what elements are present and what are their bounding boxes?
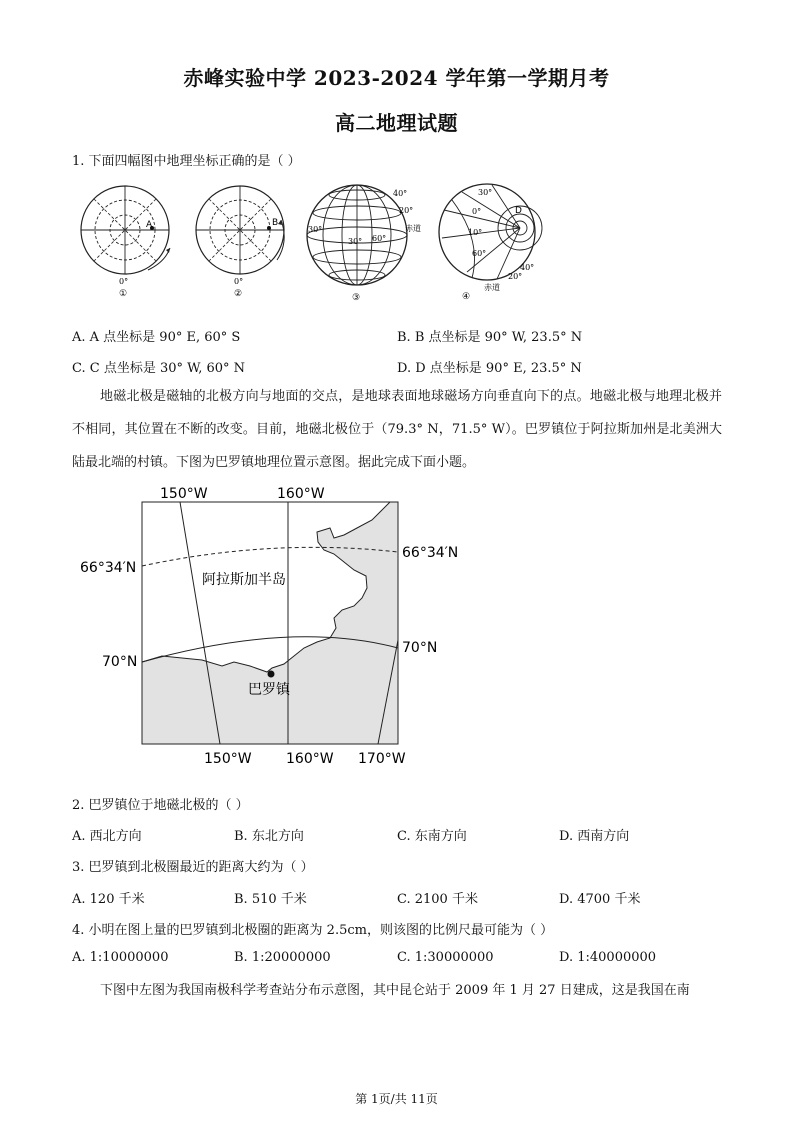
map-town-label: 巴罗镇	[248, 682, 290, 698]
svg-text:0°: 0°	[472, 207, 482, 216]
globe-4	[432, 180, 552, 305]
svg-text:0°: 0°	[119, 277, 129, 286]
map-lon-150-bottom: 150°W	[204, 751, 252, 767]
q3-option-b: B. 510 千米	[234, 892, 307, 907]
map-lat-70-right: 70°N	[402, 640, 438, 656]
q4-option-a: A. 1:10000000	[72, 950, 169, 965]
svg-text:20°: 20°	[508, 272, 523, 281]
map-lon-150-top: 150°W	[160, 486, 208, 502]
svg-text:30°: 30°	[308, 225, 323, 234]
q1-option-d: D. D 点坐标是 90° E, 23.5° N	[397, 361, 582, 376]
page-footer: 第 1页/共 11页	[355, 1092, 438, 1106]
globe1-a-label: A	[146, 220, 153, 230]
passage-1: 地磁北极是磁轴的北极方向与地面的交点，是地球表面地球磁场方向垂直向下的点。地磁北极与地理北极并不相同，其位置在不断的改变。目前，地磁北极位于（79.3° N，71.5° W）。巴罗镇位于阿拉斯加州是北美洲大陆最北端的村镇。下图为巴罗镇地理位置示意图。据此完成下面小题。	[72, 389, 722, 470]
q2-stem: 2. 巴罗镇位于地磁北极的（ ）	[72, 798, 249, 813]
q1-option-b: B. B 点坐标是 90° W, 23.5° N	[397, 330, 583, 345]
q2-option-a: A. 西北方向	[72, 829, 142, 844]
globe4-d-label: D	[515, 206, 522, 216]
map-lat-70-left: 70°N	[102, 654, 138, 670]
map-lat-66-left: 66°34′N	[80, 560, 137, 576]
q3-option-a: A. 120 千米	[72, 892, 145, 907]
svg-text:③: ③	[352, 293, 361, 303]
svg-text:④: ④	[462, 292, 471, 302]
globe-2	[185, 180, 295, 300]
map-lon-160-bottom: 160°W	[286, 751, 334, 767]
svg-text:20°: 20°	[399, 206, 414, 215]
map-lat-66-right: 66°34′N	[402, 545, 459, 561]
globe-3	[300, 180, 430, 305]
q3-option-d: D. 4700 千米	[559, 892, 641, 907]
svg-text:30°: 30°	[478, 188, 493, 197]
svg-text:60°: 60°	[372, 234, 387, 243]
q1-option-a: A. A 点坐标是 90° E, 60° S	[72, 330, 241, 345]
globe-1	[70, 180, 180, 300]
svg-text:赤道: 赤道	[405, 224, 421, 233]
page-title: 赤峰实验中学 2023-2024 学年第一学期月考	[183, 66, 610, 90]
map-lon-160-top: 160°W	[277, 486, 325, 502]
svg-text:40°: 40°	[520, 263, 535, 272]
globe2-b-label: B	[272, 218, 279, 228]
q4-option-b: B. 1:20000000	[234, 950, 331, 965]
svg-text:40°: 40°	[393, 189, 408, 198]
passage-2: 下图中左图为我国南极科学考查站分布示意图，其中昆仑站于 2009 年 1 月 27 日建成，这是我国在南	[100, 983, 690, 998]
map-peninsula-label: 阿拉斯加半岛	[202, 572, 286, 588]
svg-text:10°: 10°	[468, 228, 483, 237]
q1-option-c: C. C 点坐标是 30° W, 60° N	[72, 361, 246, 376]
svg-text:②: ②	[234, 289, 243, 299]
q3-stem: 3. 巴罗镇到北极圈最近的距离大约为（ ）	[72, 860, 314, 875]
q2-option-b: B. 东北方向	[234, 829, 304, 844]
page-subtitle: 高二地理试题	[335, 111, 458, 135]
q1-stem: 1. 下面四幅图中地理坐标正确的是（ ）	[72, 154, 301, 169]
q2-option-c: C. 东南方向	[397, 829, 467, 844]
svg-text:0°: 0°	[234, 277, 244, 286]
q4-option-d: D. 1:40000000	[559, 950, 657, 965]
svg-text:赤道: 赤道	[484, 283, 500, 292]
svg-text:30°: 30°	[348, 237, 363, 246]
svg-text:60°: 60°	[472, 249, 487, 258]
q2-option-d: D. 西南方向	[559, 829, 630, 844]
barrow-map	[72, 480, 472, 770]
map-lon-170-bottom: 170°W	[358, 751, 406, 767]
q4-option-c: C. 1:30000000	[397, 950, 494, 965]
q3-option-c: C. 2100 千米	[397, 892, 478, 907]
svg-text:①: ①	[119, 289, 128, 299]
q4-stem: 4. 小明在图上量的巴罗镇到北极圈的距离为 2.5cm，则该图的比例尺最可能为（ ）	[72, 923, 554, 938]
